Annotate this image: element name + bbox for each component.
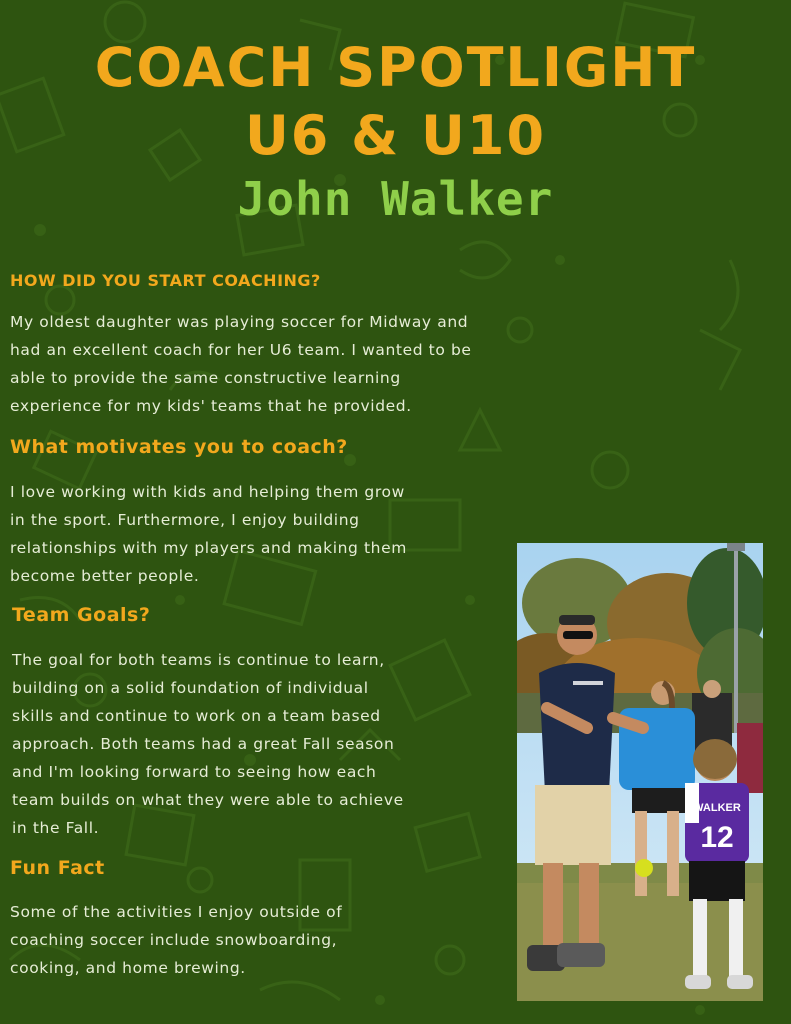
answer-line: become better people. — [10, 567, 200, 585]
answer-line: and I'm looking forward to seeing how each — [12, 763, 377, 781]
answer-team-goals — [12, 646, 404, 842]
answer-motivation — [10, 478, 407, 590]
answer-line: cooking, and home brewing. — [10, 959, 246, 977]
answer-line: relationships with my players and making them — [10, 539, 407, 557]
jersey-number: 12 — [700, 821, 734, 854]
soccer-ball-icon — [635, 859, 653, 877]
page-title-line-2: U6 & U10 — [244, 104, 547, 167]
answer-line: The goal for both teams is continue to learn, — [12, 651, 385, 669]
question-motivation: What motivates you to coach? — [10, 436, 348, 458]
coach-photo-illustration — [517, 543, 763, 1001]
answer-line: skills and continue to work on a team based — [12, 707, 381, 725]
jersey-name: WALKER — [693, 802, 741, 814]
coach-name: John Walker — [237, 172, 554, 226]
answer-line: had an excellent coach for her U6 team. I wanted to be — [10, 341, 472, 359]
answer-line: in the Fall. — [12, 819, 100, 837]
answer-line: in the sport. Furthermore, I enjoy building — [10, 511, 360, 529]
answer-line: building on a solid foundation of individual — [12, 679, 369, 697]
answer-line: experience for my kids' teams that he provided. — [10, 397, 412, 415]
answer-line: team builds on what they were able to achieve — [12, 791, 404, 809]
question-fun-fact: Fun Fact — [10, 857, 105, 879]
answer-line: I love working with kids and helping them grow — [10, 483, 405, 501]
answer-line: My oldest daughter was playing soccer for Midway and — [10, 313, 469, 331]
answer-fun-fact — [10, 898, 342, 982]
question-team-goals: Team Goals? — [12, 604, 151, 626]
coach-photo — [517, 543, 763, 1001]
answer-line: able to provide the same constructive learning — [10, 369, 401, 387]
page-title-line-1: COACH SPOTLIGHT — [94, 36, 697, 99]
answer-line: Some of the activities I enjoy outside of — [10, 903, 343, 921]
answer-start-coaching — [10, 308, 472, 420]
question-start-coaching: HOW DID YOU START COACHING? — [10, 271, 321, 290]
answer-line: approach. Both teams had a great Fall season — [12, 735, 395, 753]
answer-line: coaching soccer include snowboarding, — [10, 931, 338, 949]
